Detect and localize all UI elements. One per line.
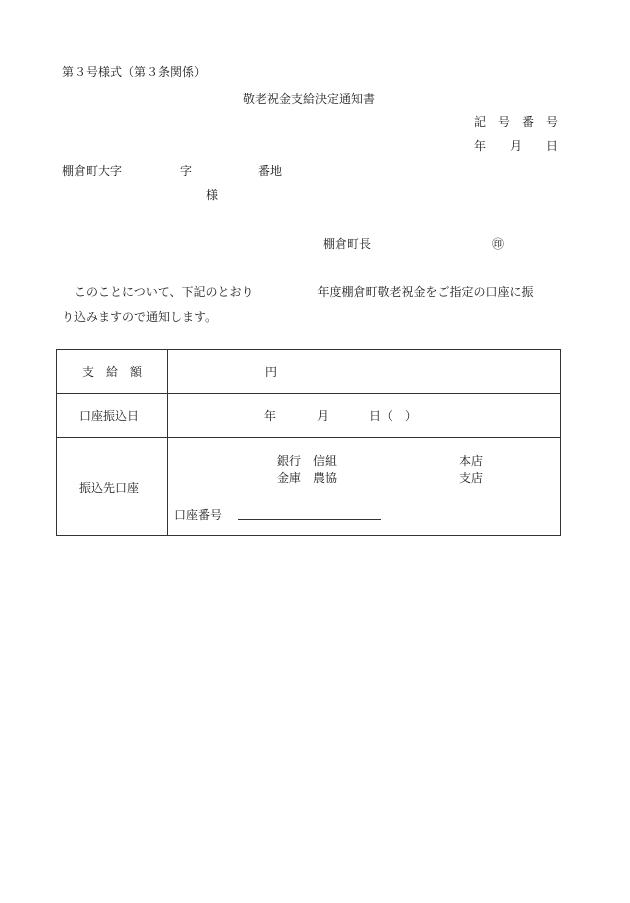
sender-title: 棚倉町長 xyxy=(323,237,372,251)
address-town: 棚倉町大字 xyxy=(62,164,123,178)
amount-unit: 円 xyxy=(265,365,278,379)
document-number-label: 記 号 番 号 xyxy=(474,115,559,129)
branch-type-line-2: 支店 xyxy=(459,471,484,485)
date-label: 年 月 日 xyxy=(474,139,559,153)
transfer-date-day: 日（ ） xyxy=(369,409,418,423)
payment-details-table xyxy=(56,349,561,536)
address-aza: 字 xyxy=(180,164,193,178)
address-banchi: 番地 xyxy=(258,164,283,178)
recipient-honorific: 様 xyxy=(206,188,219,202)
transfer-date-month: 月 xyxy=(317,409,330,423)
table-row-divider xyxy=(57,393,560,394)
body-line-1-post: 年度棚倉町敬老祝金をご指定の口座に振 xyxy=(317,285,534,299)
form-number: 第３号様式（第３条関係） xyxy=(62,65,207,79)
amount-label: 支 給 額 xyxy=(82,365,143,379)
table-column-divider xyxy=(167,350,168,535)
seal-mark: ㊞ xyxy=(492,237,505,251)
bank-type-line-1: 銀行 信組 xyxy=(277,454,338,468)
body-line-1 xyxy=(62,280,574,305)
branch-type-line-1: 本店 xyxy=(459,454,484,468)
transfer-date-year: 年 xyxy=(264,409,277,423)
account-number-label: 口座番号 xyxy=(174,508,223,522)
body-line-1-pre: このことについて、下記のとおり xyxy=(74,285,254,299)
account-destination-label: 振込先口座 xyxy=(79,481,140,495)
transfer-date-label: 口座振込日 xyxy=(79,409,140,423)
table-row-divider xyxy=(57,437,560,438)
document-title: 敬老祝金支給決定通知書 xyxy=(243,92,376,106)
body-paragraph xyxy=(62,280,574,330)
body-line-2: り込みますので通知します。 xyxy=(62,310,218,324)
bank-type-line-2: 金庫 農協 xyxy=(277,471,338,485)
account-number-line xyxy=(238,519,381,520)
